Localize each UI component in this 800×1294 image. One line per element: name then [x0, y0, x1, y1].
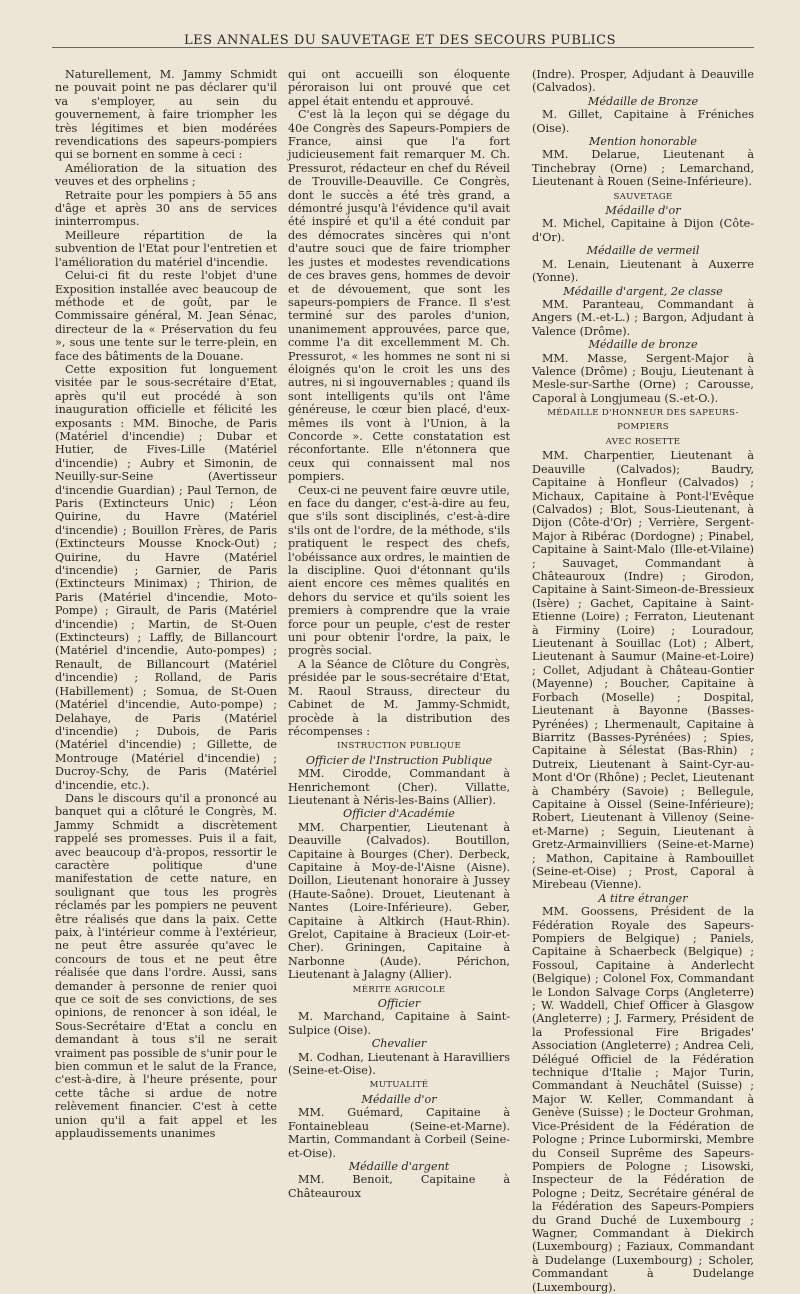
- paragraph: MM. Benoit, Capitaine à Châteauroux: [288, 1173, 510, 1200]
- award-title: Officier de l'Instruction Publique: [305, 753, 493, 767]
- column-1: [55, 68, 277, 1141]
- paragraph: M. Lenain, Lieutenant à Auxerre (Yonne).: [532, 257, 754, 285]
- paragraph: Cette exposition fut longuement visitée par le sous-secrétaire d'Etat, après qu'il eut procédé à son inauguration officielle et félicité les exposants : MM. Binoche, de Paris (Matériel d'incendie) ; Dubar et Hutier, de Fives-Lille (Matériel d'incendie) ; Aubry et Simonin, de Neuilly-sur-Seine (Avertisseur d'incendie Guardian) ; Paul Ternon, de Paris (Extincteurs Unic) ; Léon Quirine, du Havre (Matériel d'incendie) ; Bouillon Frères, de Paris (Extincteurs Mousse Knock-Out) ; Quirine, du Havre (Matériel d'incendie) ; Garnier, de Paris (Extincteurs Minimax) ; Thirion, de Paris (Matériel d'incendie, Moto-Pompe) ; Girault, de Paris (Matériel d'incendie) ; Martin, de St-Ouen (Extincteurs) ; Laffly, de Billancourt (Matériel d'incendie, Auto-pompes) ; Renault, de Billancourt (Matériel d'incendie) ; Rolland, de Paris (Habillement) ; Somua, de St-Ouen (Matériel d'incendie, Auto-pompe) ; Delahaye, de Paris (Matériel d'incendie) ; Dubois, de Paris (Matériel d'incendie) ; Gillette, de Montrouge (Matériel d'incendie) ; Ducroy-Schy, de Paris (Matériel d'incendie, etc.).: [55, 362, 277, 792]
- award-title: Médaille d'or: [605, 204, 681, 218]
- paragraph: MM. Cirodde, Commandant à Henrichemont (Cher). Villatte, Lieutenant à Néris-les-Bains (Allier).: [288, 767, 510, 807]
- paragraph: M. Marchand, Capitaine à Saint-Sulpice (Oise).: [288, 1010, 510, 1037]
- paragraph: MM. Charpentier, Lieutenant à Deauville (Calvados). Boutillon, Capitaine à Bourges (Cher). Derbeck, Capitaine à Moy-de-l'Aisne (Aisne). Doillon, Lieutenant honoraire à Jussey (Haute-Saône). Drouet, Lieutenant à Nantes (Loire-Inférieure). Geber, Capitaine à Altkirch (Haut-Rhin). Grelot, Capitaine à Bracieux (Loir-et-Cher). Griningen, Capitaine à Narbonne (Aude). Périchon, Lieutenant à Jalagny (Allier).: [288, 820, 510, 982]
- paragraph: Ceux-ci ne peuvent faire œuvre utile, en face du danger, c'est-à-dire au feu, que s'ils sont disciplinés, c'est-à-dire s'ils ont de l'ordre, de la méthode, s'ils pratiquent le respect des chefs, l'obéissance aux ordres, le maintien de la discipline. Quoi d'étonnant qu'ils aient encore ces mêmes qualités en dehors du service et qu'ils soient les premiers à comprendre que la vraie force pour un peuple, c'est de rester uni pour obtenir l'ordre, la paix, le progrès social.: [288, 483, 510, 658]
- paragraph: Celui-ci fit du reste l'objet d'une Exposition installée avec beaucoup de méthode et de goût, par le Commissaire général, M. Jean Sénac, directeur de la « Préservation du feu », sous une tente sur le terre-plein, en face des bâtiments de la Douane.: [55, 269, 277, 363]
- paragraph: M. Codhan, Lieutenant à Haravilliers (Seine-et-Oise).: [288, 1050, 510, 1078]
- paragraph: Retraite pour les pompiers à 55 ans d'âge et après 30 ans de services ininterrompus.: [55, 188, 277, 229]
- section-subheading: AVEC ROSETTE: [605, 436, 681, 447]
- paragraph: M. Michel, Capitaine à Dijon (Côte-d'Or).: [532, 217, 754, 244]
- running-header: LES ANNALES DU SAUVETAGE ET DES SECOURS PUBLICS: [183, 33, 617, 48]
- award-title: Officier d'Académie: [343, 807, 455, 821]
- section-heading: MÉDAILLE D'HONNEUR DES SAPEURS-POMPIERS: [547, 408, 739, 432]
- paragraph: MM. Guémard, Capitaine à Fontainebleau (Seine-et-Marne). Martin, Commandant à Corbeil (Seine-et-Oise).: [288, 1106, 510, 1160]
- paragraph: MM. Goossens, Président de la Fédération Royale des Sapeurs-Pompiers de Belgique) ; Paniels, Capitaine à Schaerbeck (Belgique) ; Fossoul, Capitaine à Anderlecht (Belgique) ; Colonel Fox, Commandant le London Salvage Corps (Angleterre) ; W. Waddell, Chief Officer à Glasgow (Angleterre) ; J. Farmery, Président de la Professional Fire Brigades' Association (Angleterre) ; Andrea Celi, Délégué Officiel de la Fédération technique d'Italie ; Major Turin, Commandant à Neuchâtel (Suisse) ; Major W. Keller, Commandant à Genève (Suisse) ; le Docteur Grohman, Vice-Président de la Fédération de Pologne ; Prince Lubormirski, Membre du Conseil Suprême des Sapeurs-Pompiers de Pologne ; Lisowski, Inspecteur de la Fédération de Pologne ; Deitz, Secrétaire général de la Fédération des Sapeurs-Pompiers du Grand Duché de Luxembourg ; Wagner, Commandant à Diekirch (Luxembourg) ; Faziaux, Commandant à Dudelange (Luxembourg) ; Scholer, Commandant à Dudelange (Luxembourg).: [532, 905, 754, 1294]
- paragraph: Amélioration de la situation des veuves et des orphelins ;: [55, 161, 277, 189]
- paragraph: M. Gillet, Capitaine à Fréniches (Oise).: [532, 108, 754, 135]
- column-2: [288, 68, 510, 1200]
- section-heading: MUTUALITÉ: [369, 1080, 429, 1091]
- section-heading: MÉRITE AGRICOLE: [352, 984, 446, 995]
- paragraph: MM. Charpentier, Lieutenant à Deauville (Calvados); Baudry, Capitaine à Honfleur (Calvados) ; Michaux, Capitaine à Pont-l'Evêque (Calvados) ; Blot, Sous-Lieutenant, à Dijon (Côte-d'Or) ; Verrière, Sergent-Major à Ribérac (Dordogne) ; Pinabel, Capitaine à Saint-Malo (Ille-et-Vilaine) ; Sauvaget, Commandant à Châteauroux (Indre) ; Girodon, Capitaine à Saint-Simeon-de-Bressieux (Isère) ; Gachet, Capitaine à Saint-Etienne (Loire) ; Ferraton, Lieutenant à Firminy (Loire) ; Louradour, Lieutenant à Souillac (Lot) ; Albert, Lieutenant à Saumur (Maine-et-Loire) ; Collet, Adjudant à Château-Gontier (Mayenne) ; Boucher, Capitaine à Forbach (Moselle) ; Dospital, Lieutenant à Bayonne (Basses-Pyrénées) ; Lhermenault, Capitaine à Biarritz (Basses-Pyrénées) ; Spies, Capitaine à Sélestat (Bas-Rhin) ; Dutreix, Lieutenant à Saint-Cyr-au-Mont d'Or (Rhône) ; Peclet, Lieutenant à Chambéry (Savoie) ; Bellegule, Capitaine à Oissel (Seine-Inférieure); Robert, Lieutenant à Villenoy (Seine-et-Marne) ; Seguin, Lieutenant à Gretz-Armainvilliers (Seine-et-Marne) ; Mathon, Capitaine à Rambouillet (Seine-et-Oise) ; Prost, Caporal à Mirebeau (Vienne).: [532, 449, 754, 892]
- paragraph: MM. Paranteau, Commandant à Angers (M.-et-L.) ; Bargon, Adjudant à Valence (Drôme).: [532, 297, 754, 338]
- section-heading: SAUVETAGE: [613, 191, 673, 202]
- paragraph: Meilleure répartition de la subvention de l'Etat pour l'entretien et l'amélioration du matériel d'incendie.: [55, 228, 277, 269]
- paragraph: (Indre). Prosper, Adjudant à Deauville (Calvados).: [532, 68, 754, 95]
- section-heading: INSTRUCTION PUBLIQUE: [336, 741, 462, 752]
- award-title: Médaille de Bronze: [587, 94, 699, 108]
- paragraph: Dans le discours qu'il a prononcé au banquet qui a clôturé le Congrès, M. Jammy Schmidt a discrètement rappelé ses promesses. Puis il a fait, avec beaucoup d'à-propos, ressortir le caractère politique d'une manifestation de cette nature, en soulignant que tous les progrès réclamés par les pompiers ne peuvent être réalisés que dans la paix. Cette paix, à l'intérieur comme à l'extérieur, ne peut être assurée qu'avec le concours de tous et ne peut être réalisée que dans l'ordre. Aussi, sans demander à personne de renier quoi que ce soit de ses convictions, de ses opinions, de renoncer à son idéal, le Sous-Secrétaire d'Etat a conclu en demandant à tous s'il ne serait vraiment pas possible de s'unir pour le bien commun et le salut de la France, c'est-à-dire, à l'heure présente, pour cette tâche si ardue de notre relèvement financier. C'est à cette union qu'il a fait appel et les applaudissements unanimes: [55, 791, 277, 1141]
- paragraph: C'est là la leçon qui se dégage du 40e Congrès des Sapeurs-Pompiers de France, ainsi que l'a fort judicieusement fait remarquer M. Ch. Pressurot, rédacteur en chef du Réveil de Trouville-Deauville. Ce Congrès, dont le succès a été très grand, a démontré jusqu'à l'évidence qu'il avait été inspiré et qu'il a été conduit par des démocrates sincères qui n'ont d'autre souci que de faire triompher les justes et modestes revendications de ces braves gens, hommes de devoir et de dévouement, que sont les sapeurs-pompiers de France. Il s'est terminé sur des paroles d'union, unanimement approuvées, parce que, comme l'a dit excellemment M. Ch. Pressurot, « les hommes ne sont ni si éloignés qu'on le croit les uns des autres, ni si ingouvernables ; quand ils sont intelligents qu'ils ont l'âme généreuse, le cœur bien placé, d'eux-mêmes ils vont à l'Union, à la Concorde ». Cette constatation est réconfortante. Elle n'étonnera que ceux qui connaissent mal nos pompiers.: [288, 108, 510, 484]
- award-title: Médaille d'or: [361, 1092, 437, 1106]
- paragraph: qui ont accueilli son éloquente péroraison lui ont prouvé que cet appel était entendu et approuvé.: [288, 68, 510, 108]
- award-title: Médaille de bronze: [588, 338, 698, 352]
- paragraph: A la Séance de Clôture du Congrès, présidée par le sous-secrétaire d'Etat, M. Raoul Strauss, directeur du Cabinet de M. Jammy-Schmidt, procède à la distribution des récompenses :: [288, 657, 510, 738]
- award-title: Chevalier: [371, 1037, 427, 1051]
- award-title: Officier: [377, 997, 421, 1011]
- award-title: Médaille d'argent: [348, 1159, 450, 1173]
- award-title: Médaille d'argent, 2e classe: [563, 284, 723, 298]
- award-title: Mention honorable: [588, 135, 698, 149]
- column-3: [532, 68, 754, 1294]
- award-title: A titre étranger: [598, 891, 688, 905]
- paragraph: Naturellement, M. Jammy Schmidt ne pouvait point ne pas déclarer qu'il va s'employer, au sein du gouvernement, à faire triompher les très légitimes et bien modérées revendications des sapeurs-pompiers qui se bornent en somme à ceci :: [55, 68, 277, 162]
- award-title: Médaille de vermeil: [586, 244, 700, 258]
- header-rule: [52, 47, 754, 48]
- paragraph: MM. Delarue, Lieutenant à Tinchebray (Orne) ; Lemarchand, Lieutenant à Rouen (Seine-Inférieure).: [532, 148, 754, 189]
- paragraph: MM. Masse, Sergent-Major à Valence (Drôme) ; Bouju, Lieutenant à Mesle-sur-Sarthe (Orne) ; Carousse, Caporal à Longjumeau (S.-et-O.).: [532, 351, 754, 405]
